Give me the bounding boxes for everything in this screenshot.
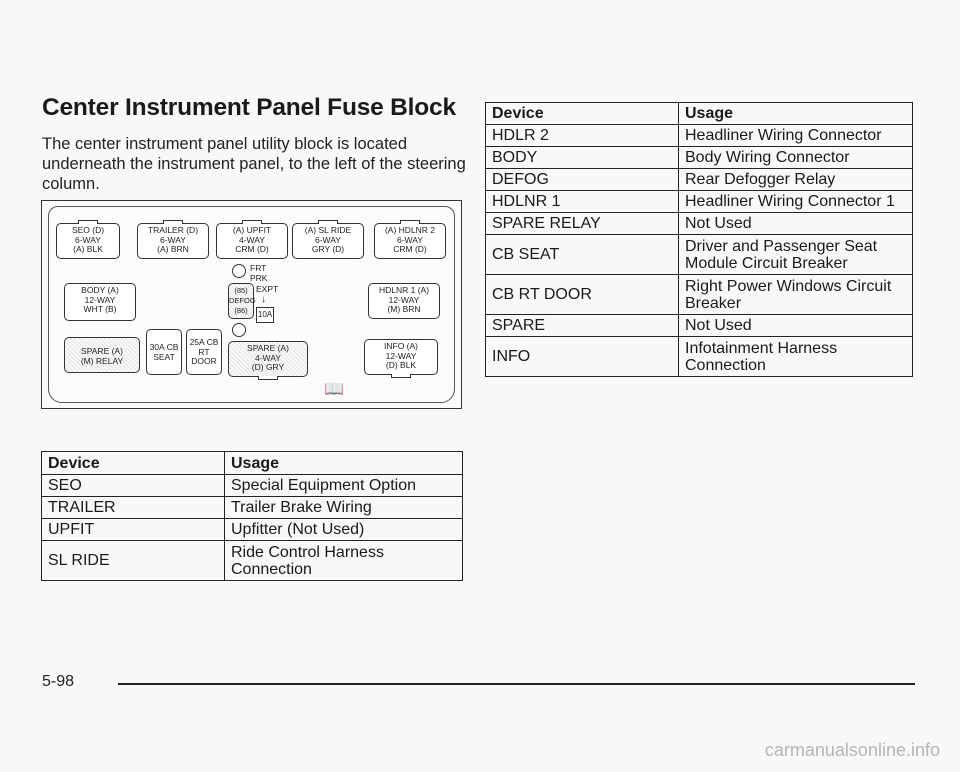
fuse-label-line: TRAILER (D) — [147, 225, 199, 235]
watermark-text: carmanualsonline.info — [764, 740, 940, 760]
device-cell: SPARE RELAY — [486, 213, 679, 235]
device-cell: UPFIT — [42, 519, 225, 541]
fuse-label-line: 12-WAY — [388, 294, 420, 305]
device-cell: BODY — [486, 147, 679, 169]
usage-cell: Rear Defogger Relay — [679, 169, 913, 191]
table-row — [486, 235, 913, 275]
fuse-spare — [228, 341, 308, 377]
fuse-info — [364, 339, 438, 375]
fuse-label-line: (D) GRY — [251, 362, 285, 372]
device-cell: SEO — [42, 475, 225, 497]
usage-cell: Upfitter (Not Used) — [225, 519, 463, 541]
usage-cell: Headliner Wiring Connector — [679, 125, 913, 147]
section-title: Center Instrument Panel Fuse Block — [42, 94, 456, 121]
fuse-label-line: SPARE (A) — [81, 346, 123, 356]
fuse-label-line: GRY (D) — [311, 244, 345, 254]
frt-prk-relay-icon — [232, 264, 246, 278]
fuse-body — [64, 283, 136, 321]
device-cell: DEFOG — [486, 169, 679, 191]
fuse-label-line: RT — [198, 346, 210, 357]
frt-prk-label — [250, 264, 267, 283]
page-number: 5-98 — [42, 673, 75, 690]
fuse-label-line: (D) BLK — [385, 360, 417, 370]
device-cell: TRAILER — [42, 497, 225, 519]
usage-cell: Driver and Passenger Seat Module Circuit Breaker — [679, 235, 913, 275]
footer-rule — [118, 683, 915, 685]
fuse-label-line: (A) BRN — [157, 244, 189, 254]
fuse-label-line: (M) BRN — [387, 304, 421, 314]
connector-tab — [258, 376, 278, 380]
usage-cell: Right Power Windows Circuit Breaker — [679, 275, 913, 315]
connector-tab — [163, 220, 183, 224]
fuse-label-line: 4-WAY — [239, 234, 265, 245]
device-cell: CB SEAT — [486, 235, 679, 275]
fuse-label-line: DEFOG — [229, 296, 256, 305]
usage-cell: Not Used — [679, 213, 913, 235]
fuse-label-line: (M) RELAY — [80, 355, 124, 366]
table-row — [42, 497, 463, 519]
fuse-spare-relay — [64, 337, 140, 373]
fuse-sl-ride — [292, 223, 364, 259]
fuse-label-line: BODY (A) — [81, 285, 119, 295]
fuse-label-line: (86) — [234, 306, 248, 315]
usage-cell: Special Equipment Option — [225, 475, 463, 497]
device-cell: HDLR 2 — [486, 125, 679, 147]
fuse-upfit — [216, 223, 288, 259]
fuse-label-line: 6-WAY — [160, 234, 186, 245]
table-row — [486, 315, 913, 337]
table-row — [486, 169, 913, 191]
manual-book-icon: 📖 — [324, 381, 344, 398]
table-row — [486, 191, 913, 213]
connector-tab — [318, 220, 338, 224]
fuse-label-line: (85) — [234, 286, 248, 295]
table-header-device: Device — [42, 452, 225, 475]
table-row — [42, 475, 463, 497]
connector-tab — [391, 374, 411, 378]
fuse-defog — [228, 283, 254, 319]
table-row — [486, 337, 913, 377]
fuse-label-line: WHT (B) — [83, 304, 117, 314]
table-row — [42, 519, 463, 541]
device-cell: SPARE — [486, 315, 679, 337]
expt-label: EXPT — [256, 284, 279, 294]
device-cell: INFO — [486, 337, 679, 377]
label-line: FRT — [250, 263, 267, 273]
table-row — [486, 147, 913, 169]
fuse-label-line: 6-WAY — [397, 234, 423, 245]
fuse-10a: 10A — [256, 307, 274, 323]
fuse-label-line: (A) UPFIT — [232, 225, 272, 235]
fuse-seo — [56, 223, 120, 259]
device-usage-table-right — [485, 102, 913, 377]
fuse-label-line: HDLNR 1 (A) — [378, 285, 430, 295]
table-row — [42, 541, 463, 581]
table-row — [486, 125, 913, 147]
fuse-label-line: SEO (D) — [71, 225, 105, 235]
usage-cell: Body Wiring Connector — [679, 147, 913, 169]
relay-icon — [232, 323, 246, 337]
usage-cell: Headliner Wiring Connector 1 — [679, 191, 913, 213]
fuse-label-line: 30A CB — [149, 342, 179, 352]
fuse-label-line: DOOR — [191, 356, 217, 366]
fuse-label-line: SPARE (A) — [247, 343, 289, 353]
usage-cell: Not Used — [679, 315, 913, 337]
table-header-device: Device — [486, 103, 679, 125]
fuse-label-line: CRM (D) — [393, 244, 427, 254]
device-cell: SL RIDE — [42, 541, 225, 581]
fuse-cb-rt-door — [186, 329, 222, 375]
device-cell: CB RT DOOR — [486, 275, 679, 315]
fuse-label-line: 25A CB — [189, 337, 219, 347]
connector-tab — [400, 220, 420, 224]
fuse-label-line: 4-WAY — [255, 352, 281, 363]
fuse-label-line: 6-WAY — [75, 234, 101, 245]
fuse-cb-seat — [146, 329, 182, 375]
table-header-usage: Usage — [679, 103, 913, 125]
table-row — [486, 213, 913, 235]
fuse-label-line: 12-WAY — [84, 294, 116, 305]
fuse-label-line: SEAT — [153, 351, 175, 362]
fuse-label-line: 12-WAY — [385, 350, 417, 361]
fuse-block-diagram — [41, 200, 462, 409]
fuse-label-line: CRM (D) — [235, 244, 269, 254]
label-line: PRK — [250, 272, 268, 283]
fuse-hdlnr2 — [374, 223, 446, 259]
connector-tab — [242, 220, 262, 224]
connector-tab — [78, 220, 98, 224]
table-row — [486, 275, 913, 315]
fuse-trailer — [137, 223, 209, 259]
fuse-label-line: (A) BLK — [73, 244, 103, 254]
device-usage-table-left — [41, 451, 463, 581]
device-cell: HDLNR 1 — [486, 191, 679, 213]
intro-paragraph: The center instrument panel utility block is located underneath the instrument panel, to the left of the steering column. — [42, 135, 466, 193]
usage-cell: Ride Control Harness Connection — [225, 541, 463, 581]
usage-cell: Trailer Brake Wiring — [225, 497, 463, 519]
fuse-hdlnr1 — [368, 283, 440, 319]
table-header-usage: Usage — [225, 452, 463, 475]
fuse-label-line: (A) SL RIDE — [304, 225, 352, 235]
fuse-label-line: 6-WAY — [315, 234, 341, 245]
fuse-label-line: (A) HDLNR 2 — [384, 225, 436, 235]
arrow-down-icon: ↓ — [261, 294, 266, 305]
fuse-label-line: INFO (A) — [384, 341, 418, 351]
usage-cell: Infotainment Harness Connection — [679, 337, 913, 377]
